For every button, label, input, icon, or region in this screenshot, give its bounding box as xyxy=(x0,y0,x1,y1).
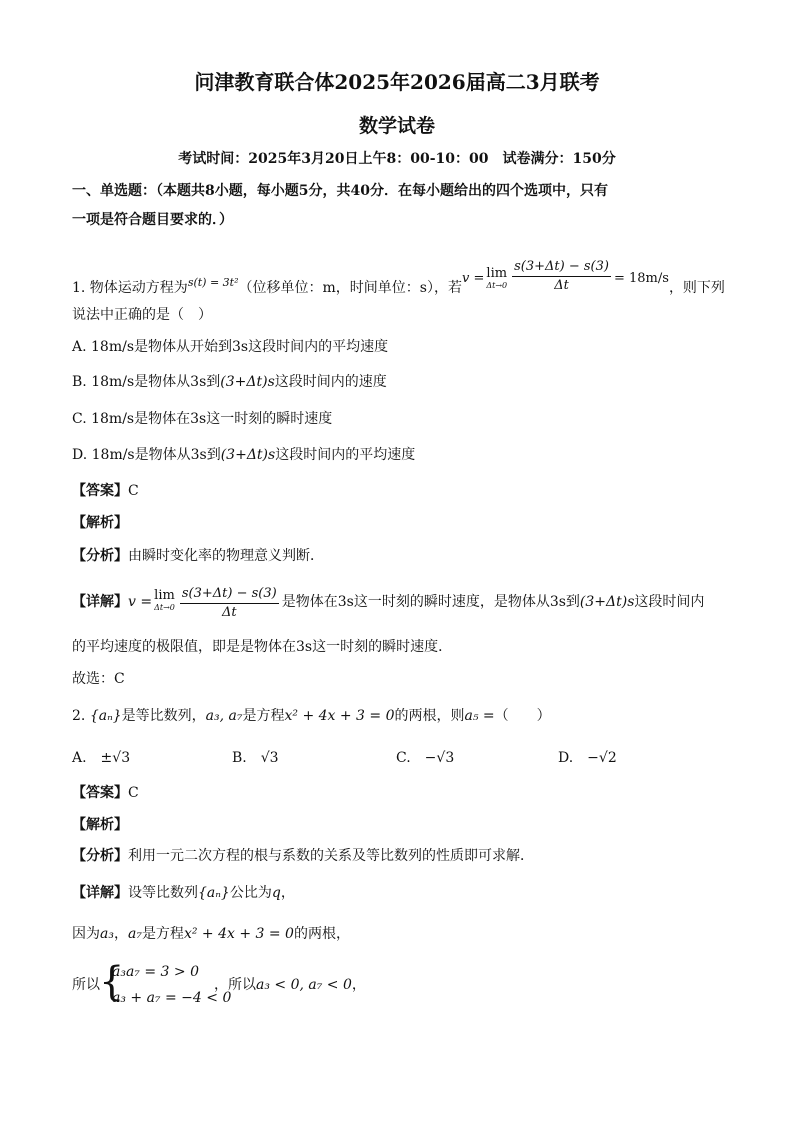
q2-detail-1 xyxy=(72,883,734,903)
q2-detail-3-mid: ，所以 xyxy=(214,977,256,993)
q1-choose: 故选：C xyxy=(72,671,125,687)
q2-stem-end: （ ） xyxy=(494,708,551,724)
q1-lim-word: lim xyxy=(486,266,508,281)
q1-detail-tag: 【详解】 xyxy=(72,594,128,610)
section-heading-line1: 一、单选题：（本题共8小题，每小题5分，共40分．在每小题给出的四个选项中，只有 xyxy=(72,183,608,199)
q2-target: a₅ = xyxy=(464,708,495,724)
q2-detail-1-mid: 公比为 xyxy=(229,885,272,901)
q1-detail-lim-word: lim xyxy=(154,588,175,603)
q1-fraction xyxy=(512,258,611,295)
system-brace-icon: { xyxy=(99,959,125,1005)
q2-detail-2-eq: x² + 4x + 3 = 0 xyxy=(183,926,294,942)
q2-stem xyxy=(72,706,734,726)
q2-detail-2-pre: 因为 xyxy=(72,926,100,942)
q2-option-b: B. √3 xyxy=(232,750,279,766)
q2-system-line2: a₃ + a₇ = −4 < 0 xyxy=(112,990,232,1006)
q1-option-d xyxy=(72,445,734,465)
q2-detail-3-end: ， xyxy=(351,977,366,993)
q2-detail-2-a3: a₃ xyxy=(100,926,114,942)
q2-detail-3-tail xyxy=(214,975,734,995)
q1-detail-expr: (3+Δt)s xyxy=(579,594,635,610)
q2-stem-mid1: 是等比数列， xyxy=(121,708,206,724)
exam-info: 考试时间：2025年3月20日上午8：00-10：00 试卷满分：150分 xyxy=(178,151,616,167)
q1-detail-line2: 的平均速度的极限值，即是是物体在3s这一时刻的瞬时速度． xyxy=(72,639,453,655)
q2-detail-1-pre: 设等比数列 xyxy=(128,885,198,901)
q2-system-line1: a₃a₇ = 3 > 0 xyxy=(112,964,199,980)
q1-option-b xyxy=(72,372,734,392)
q1-option-a: A. 18m/s是物体从开始到3s这段时间内的平均速度 xyxy=(72,339,389,355)
q2-sequence: {aₙ} xyxy=(89,708,122,724)
q1-stem-mid: （位移单位：m，时间单位：s），若 xyxy=(238,280,462,296)
q1-stem-suffix: ，则下列 xyxy=(668,280,725,296)
q1-motion-equation: s(t) = 3t² xyxy=(187,276,239,289)
q1-answer-tag: 【答案】 xyxy=(72,483,128,499)
exam-title: 问津教育联合体2025年2026届高二3月联考 xyxy=(194,70,600,94)
q2-equation: x² + 4x + 3 = 0 xyxy=(284,708,395,724)
q1-stem xyxy=(72,258,734,298)
q2-answer xyxy=(72,783,734,803)
q1-limit xyxy=(486,267,507,291)
q2-detail-2 xyxy=(72,924,734,944)
q1-fenxi xyxy=(72,546,734,566)
q2-stem-mid3: 的两根，则 xyxy=(394,708,465,724)
q1-detail-v: v = xyxy=(128,594,153,610)
q2-detail-2-mid: 是方程 xyxy=(141,926,184,942)
q2-stem-prefix: 2. xyxy=(72,708,86,724)
q1-detail xyxy=(72,582,734,622)
q2-detail-3-pre: 所以 xyxy=(72,977,100,993)
q1-detail-frac-denominator: Δt xyxy=(222,605,237,620)
q2-answer-tag: 【答案】 xyxy=(72,785,128,801)
section-heading-line2: 一项是符合题目要求的．） xyxy=(72,212,233,228)
q2-fenxi-text: 利用一元二次方程的根与系数的关系及等比数列的性质即可求解． xyxy=(128,848,534,864)
q1-option-b-expr: (3+Δt)s xyxy=(220,374,275,390)
q1-analysis-tag: 【解析】 xyxy=(72,515,128,531)
q1-frac-numerator: s(3+Δt) − s(3) xyxy=(512,258,611,277)
q1-stem-line2: 说法中正确的是（ ） xyxy=(72,307,212,323)
q2-answer-value: C xyxy=(128,785,139,801)
q2-detail-1-end: ， xyxy=(280,885,295,901)
q2-detail-1-q: q xyxy=(271,885,281,901)
q1-option-b-pre: B. 18m/s是物体从3s到 xyxy=(72,374,221,390)
q1-option-c: C. 18m/s是物体在3s这一时刻的瞬时速度 xyxy=(72,411,333,427)
q1-option-d-pre: D. 18m/s是物体从3s到 xyxy=(72,447,221,463)
q1-lim-sub: Δt→0 xyxy=(486,281,508,290)
q1-detail-mid: 是物体在3s这一时刻的瞬时速度，是物体从3s到 xyxy=(281,594,580,610)
q2-option-a: A. ±√3 xyxy=(72,750,131,766)
q1-v-lhs: v = xyxy=(461,271,485,286)
q1-option-d-expr: (3+Δt)s xyxy=(220,447,276,463)
q1-option-b-post: 这段时间内的速度 xyxy=(274,374,387,390)
q1-detail-end: 这段时间内 xyxy=(634,594,705,610)
q1-v-rhs: = 18m/s xyxy=(613,271,669,286)
q1-detail-frac-numerator: s(3+Δt) − s(3) xyxy=(180,585,279,604)
q2-detail-2-a7: a₇ xyxy=(127,926,142,942)
q2-option-c: C. −√3 xyxy=(396,750,455,766)
q2-analysis-tag: 【解析】 xyxy=(72,817,128,833)
q2-terms: a₃, a₇ xyxy=(205,708,243,724)
q1-detail-fraction xyxy=(180,585,279,622)
q2-detail-2-end: 的两根， xyxy=(293,926,350,942)
q1-frac-denominator: Δt xyxy=(554,278,569,293)
exam-subtitle: 数学试卷 xyxy=(358,115,435,137)
q2-option-d: D. −√2 xyxy=(558,750,617,766)
q2-fenxi-tag: 【分析】 xyxy=(72,848,128,864)
q1-fenxi-text: 由瞬时变化率的物理意义判断． xyxy=(128,548,324,564)
q2-detail-2-sep: ， xyxy=(113,926,128,942)
q1-fenxi-tag: 【分析】 xyxy=(72,548,128,564)
q2-detail-1-seq: {aₙ} xyxy=(198,885,230,901)
q2-detail-tag: 【详解】 xyxy=(72,885,128,901)
q2-fenxi xyxy=(72,846,734,866)
q1-answer xyxy=(72,481,734,501)
q2-stem-mid2: 是方程 xyxy=(242,708,285,724)
q1-answer-value: C xyxy=(128,483,139,499)
q1-detail-limit xyxy=(154,589,175,613)
q1-option-d-post: 这段时间内的平均速度 xyxy=(275,447,416,463)
q1-stem-prefix: 1. 物体运动方程为 xyxy=(72,280,188,296)
q2-detail-3-conclusion: a₃ < 0, a₇ < 0 xyxy=(256,977,352,993)
q1-detail-lim-sub: Δt→0 xyxy=(154,603,175,612)
